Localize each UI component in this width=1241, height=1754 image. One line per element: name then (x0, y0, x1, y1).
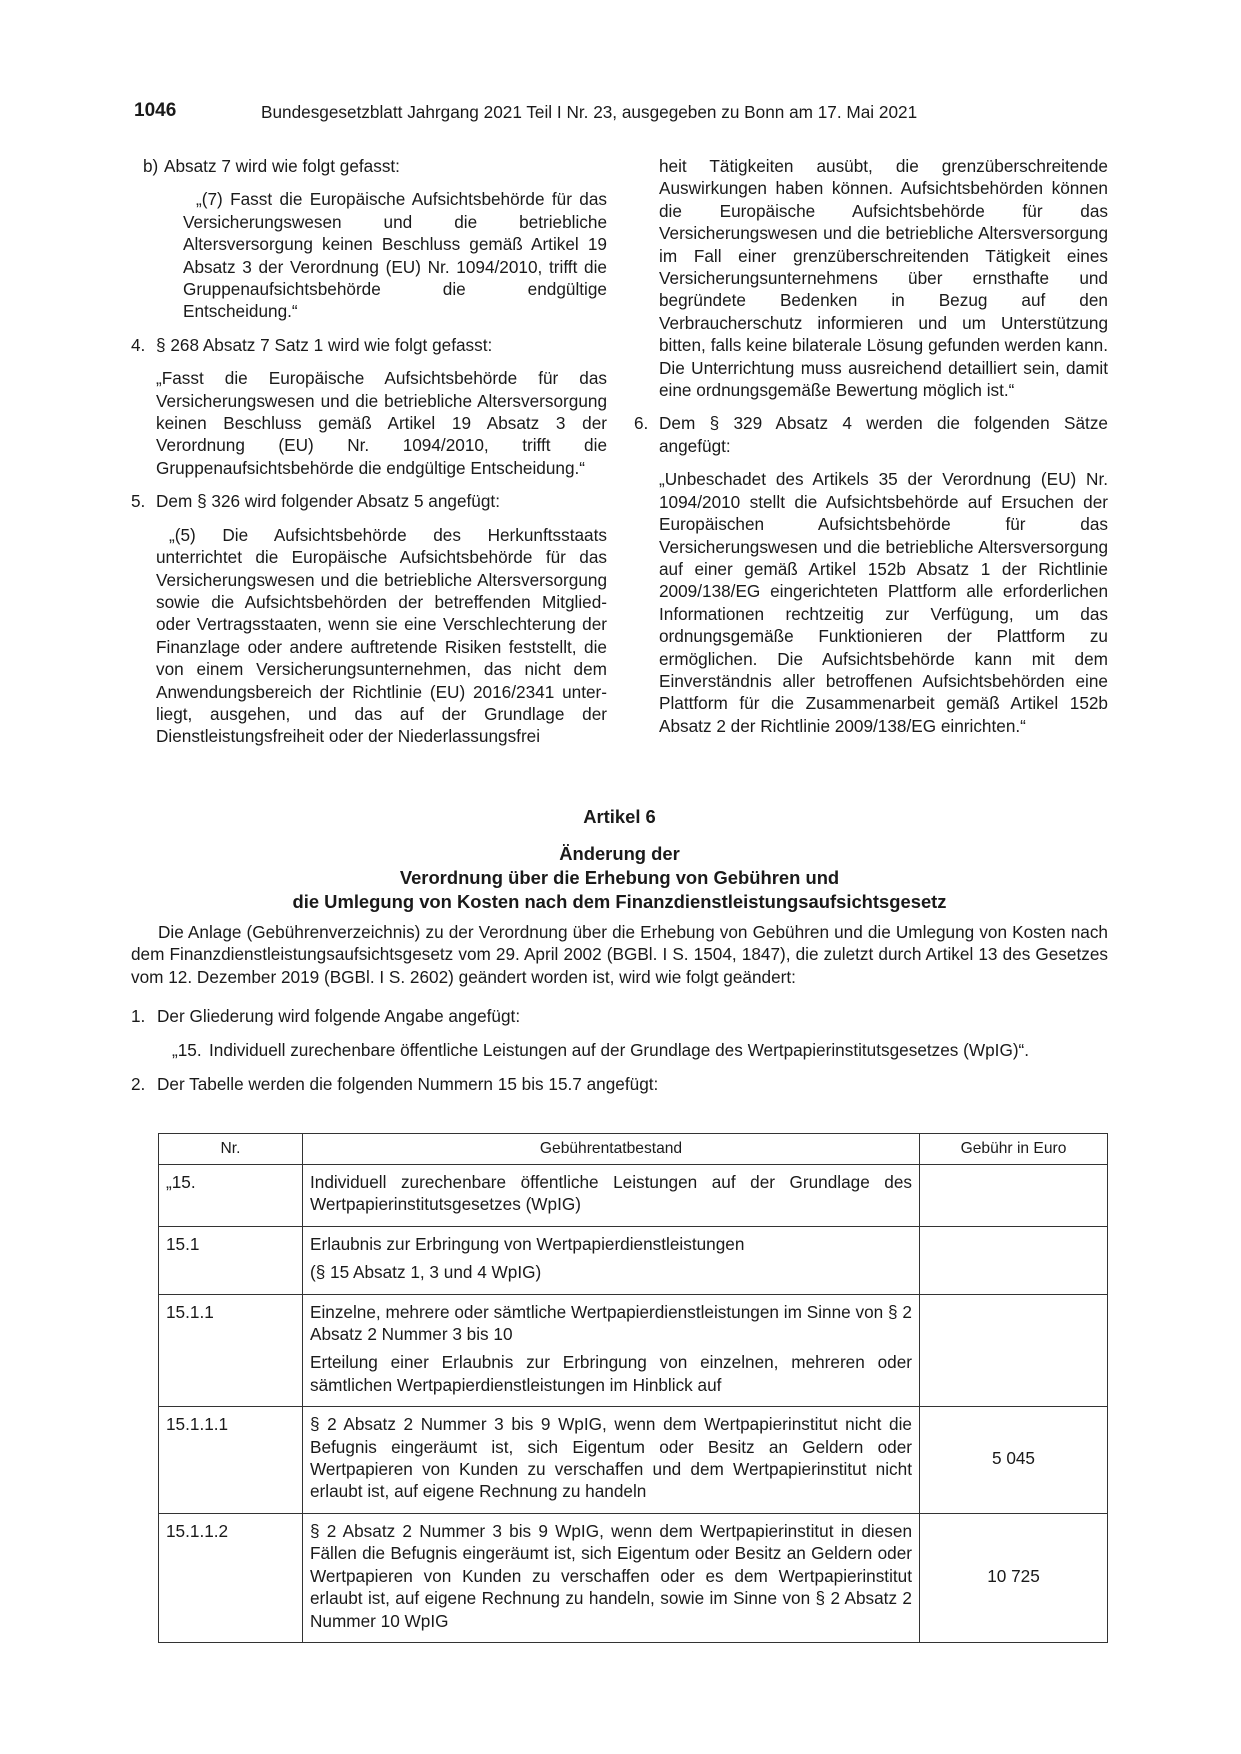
description-text: Einzelne, mehrere oder sämtliche Wertpapierdienstleistungen im Sinne von § 2 Absatz 2 Nummer 3 bis 10 (310, 1301, 912, 1345)
item-number: 1. (131, 1006, 146, 1027)
description-text: Erlaubnis zur Erbringung von Wertpapierdienstleistungen (310, 1233, 745, 1254)
cell-nr: 15.1 (159, 1226, 303, 1294)
item-text: Absatz 7 wird wie folgt gefasst: (164, 156, 400, 176)
column-header-nr: Nr. (159, 1134, 303, 1165)
description-text: Individuell zurechenbare öffentliche Leistungen auf der Grundlage des Wertpapierinstitutsgesetzes (WpIG) (310, 1172, 912, 1215)
running-title: Bundesgesetzblatt Jahrgang 2021 Teil I Nr. 23, ausgegeben zu Bonn am 17. Mai 2021 (261, 102, 918, 122)
quoted-paragraph: „Unbeschadet des Artikels 35 der Verordnung (EU) Nr. 1094/2010 stellt die Aufsichtsbehörde auf Ersuchen der Europäischen Aufsichtsbehörde für das Versicherungswesen und die betriebliche Altersversorgung auf einer gemäß Artikel 152b Absatz 1 der Richtlinie 2009/138/EG eingerichteten Plattform alle erforderlichen Informationen rechtzeitig zur Verfügung, um das ordnungsgemäße Funktionieren der Plattform zu ermöglichen. Die Aufsichtsbehörde kann mit dem Einverständnis aller betroffenen Aufsichtsbehörden eine Plattform für die Zusammenarbeit gemäß Artikel 152b Absatz 2 der Richtlinie 2009/138/EG einrichten.“ (659, 469, 1108, 736)
description-text-2: Erteilung einer Erlaubnis zur Erbringung von einzelnen, mehreren oder sämtlichen Wertpapierdienstleistungen im Hinblick auf (310, 1352, 912, 1395)
subtitle-line-1: Änderung der (559, 843, 680, 864)
column-header-fee: Gebühr in Euro (920, 1134, 1108, 1165)
table-row (159, 1165, 1108, 1227)
article-title: Artikel 6 (583, 806, 656, 827)
entry-text: Individuell zurechenbare öffentliche Leistungen auf der Grundlage des Wertpapierinstitutsgesetzes (WpIG)“. (209, 1039, 1030, 1060)
item-text: § 268 Absatz 7 Satz 1 wird wie folgt gefasst: (156, 334, 493, 355)
cell-description (303, 1165, 920, 1227)
table-row (159, 1294, 1108, 1407)
column-header-description: Gebührentatbestand (303, 1134, 920, 1165)
cell-description (303, 1407, 920, 1514)
list-item-2 (131, 1073, 1108, 1095)
item-text: Dem § 329 Absatz 4 werden die folgenden Sätze angefügt: (659, 413, 1108, 456)
table-row (159, 1226, 1108, 1294)
left-column (131, 155, 607, 748)
cell-description (303, 1226, 920, 1294)
right-column (634, 155, 1108, 737)
list-item-4 (131, 334, 607, 356)
description-text: § 2 Absatz 2 Nummer 3 bis 9 WpIG, wenn dem Wertpapierinstitut in diesen Fällen die Befugnis eingeräumt ist, sich Eigentum oder Besitz an Geldern oder Wertpapieren von Kunden zu verschaffen oder es dem Wertpapierinstitut erlaubt ist, auf eigene Rechnung zu handeln, sowie im Sinne von § 2 Absatz 2 Nummer 10 WpIG (310, 1520, 912, 1631)
list-item-1 (131, 1005, 1108, 1027)
cell-description (303, 1513, 920, 1642)
page-header (134, 100, 1114, 126)
subtitle-line-2: Verordnung über die Erhebung von Gebühren und (399, 867, 840, 888)
item-number: 2. (131, 1074, 146, 1095)
list-item-6 (634, 412, 1108, 457)
fee-table (158, 1133, 1108, 1643)
quoted-paragraph: „(5) Die Aufsichtsbehörde des Herkunftsstaats unterrichtet die Europäische Aufsichtsbehörde für das Versicherungswesen und die betriebliche Altersversorgung sowie die Aufsichtsbehörden der betreffenden Mitglied- oder Vertragsstaaten, wenn sie eine Verschlechterung der Finanzlage oder andere auftretende Risiken feststellt, die von einem Versicherungsunternehmen, das nicht dem Anwendungsbereich der Richtlinie (EU) 2016/2341 unterliegt, ausgehen, und das auf der Grundlage der Dienstleistungsfreiheit oder der Niederlassungsfrei (156, 524, 607, 747)
cell-fee (920, 1294, 1108, 1407)
cell-nr: „15. (159, 1165, 303, 1227)
cell-description (303, 1294, 920, 1407)
cell-fee (920, 1226, 1108, 1294)
item-number: 5. (131, 491, 146, 512)
item-label: b) (143, 156, 159, 176)
quoted-outline-entry (131, 1039, 1108, 1061)
item-number: 4. (131, 334, 146, 355)
entry-label: „15. (172, 1039, 202, 1060)
cell-fee (920, 1165, 1108, 1227)
article-subtitle (131, 842, 1108, 914)
page-number: 1046 (134, 100, 177, 121)
subtitle-line-3: die Umlegung von Kosten nach dem Finanzdienstleistungsaufsichtsgesetz (292, 891, 947, 912)
quoted-paragraph: „Fasst die Europäische Aufsichtsbehörde für das Versicherungswesen und die betriebliche Altersversorgung keinen Beschluss gemäß Artikel 19 Absatz 3 der Verordnung (EU) Nr. 1094/2010, trifft die Gruppenaufsichtsbehörde die endgültige Entscheidung.“ (156, 368, 607, 478)
cell-nr: 15.1.1.1 (159, 1407, 303, 1514)
table-row (159, 1407, 1108, 1514)
article-6 (131, 805, 1108, 1096)
list-item-5 (131, 490, 607, 512)
cell-fee: 10 725 (920, 1513, 1108, 1642)
description-text: § 2 Absatz 2 Nummer 3 bis 9 WpIG, wenn dem Wertpapierinstitut nicht die Befugnis eingeräumt ist, sich Eigentum oder Besitz an Geldern oder Wertpapieren von Kunden zu verschaffen und dem Wertpapierinstitut nicht erlaubt ist, auf eigene Rechnung zu handeln (310, 1414, 912, 1502)
article-intro: Die Anlage (Gebührenverzeichnis) zu der Verordnung über die Erhebung von Gebühren und die Umlegung von Kosten nach dem Finanzdienstleistungsaufsichtsgesetz vom 29. April 2002 (BGBl. I S. 1504, 1847), die zuletzt durch Artikel 13 des Gesetzes vom 12. Dezember 2019 (BGBl. I S. 2602) geändert worden ist, wird wie folgt geändert: (131, 922, 1108, 987)
cell-nr: 15.1.1 (159, 1294, 303, 1407)
item-text: Dem § 326 wird folgender Absatz 5 angefügt: (156, 491, 500, 512)
table-header-row (159, 1134, 1108, 1165)
table-row (159, 1513, 1108, 1642)
list-item-b (131, 155, 607, 177)
item-text: Der Tabelle werden die folgenden Nummern 15 bis 15.7 angefügt: (157, 1074, 659, 1095)
quoted-paragraph: „(7) Fasst die Europäische Aufsichtsbehörde für das Versicherungswesen und die betriebliche Altersversorgung keinen Beschluss gemäß Artikel 19 Absatz 3 der Verordnung (EU) Nr. 1094/2010, trifft die Gruppenaufsichtsbehörde die endgültige Entscheidung.“ (183, 189, 607, 322)
cell-fee: 5 045 (920, 1407, 1108, 1514)
quoted-paragraph-continued: heit Tätigkeiten ausübt, die grenzüberschreitende Auswirkungen haben können. Aufsichtsbehörden können die Europäische Aufsichtsbehörde für das Versicherungswesen und die betriebliche Altersversorgung im Fall einer grenzüberschreitenden Tätigkeit eines Versicherungsunternehmens über ernsthafte und begründete Bedenken in Bezug auf den Verbraucherschutz informieren und um Unterstützung bitten, falls keine bilaterale Lösung gefunden werden kann. Die Unterrichtung muss ausreichend detailliert sein, damit eine ordnungsgemäße Bewertung möglich ist.“ (659, 156, 1108, 401)
description-text-2: (§ 15 Absatz 1, 3 und 4 WpIG) (310, 1262, 542, 1283)
item-text: Der Gliederung wird folgende Angabe angefügt: (157, 1006, 521, 1027)
cell-nr: 15.1.1.2 (159, 1513, 303, 1642)
item-number: 6. (634, 413, 649, 434)
